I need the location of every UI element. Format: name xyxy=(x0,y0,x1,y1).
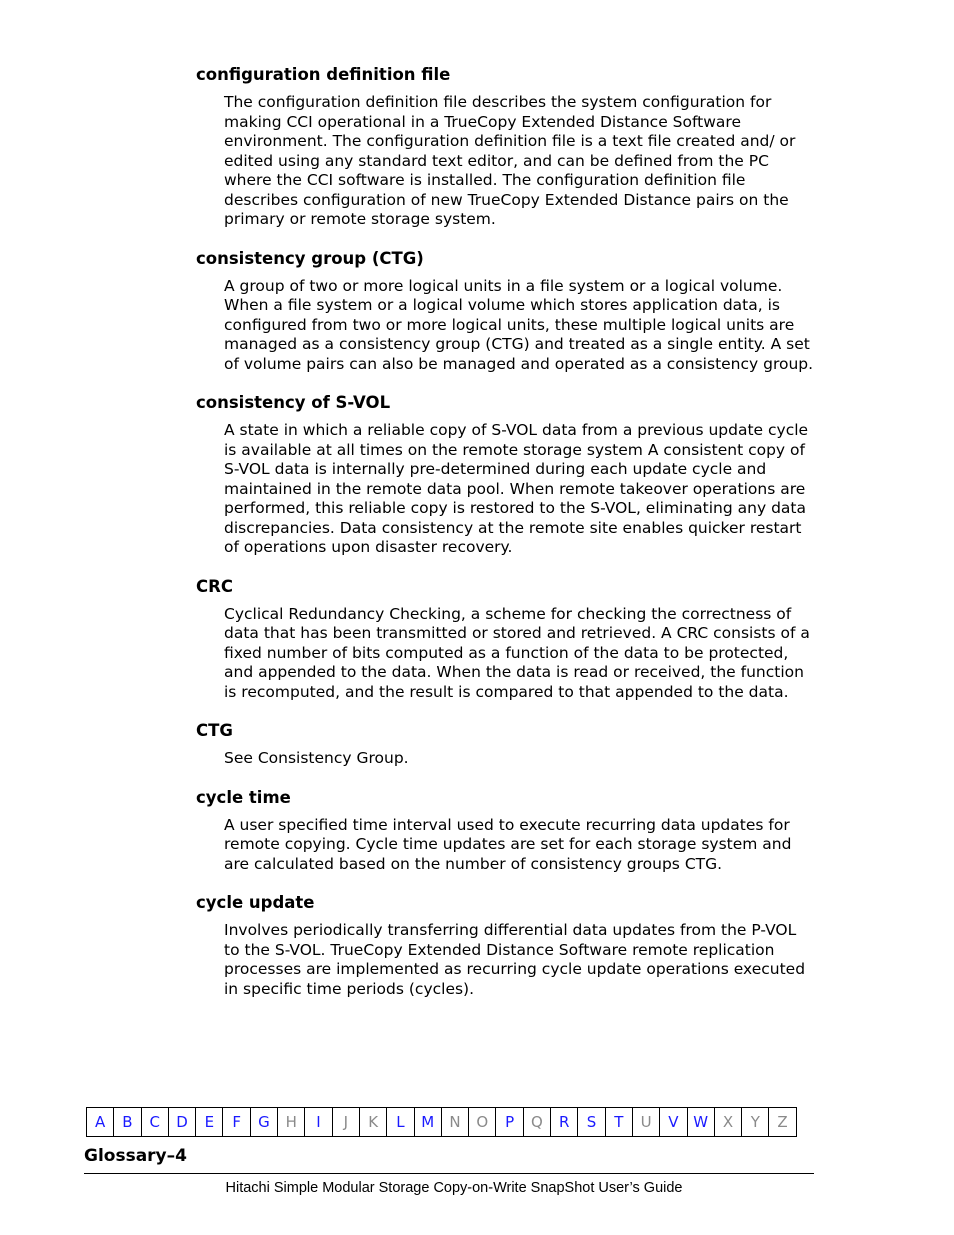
glossary-entry xyxy=(196,720,816,769)
glossary-term: cycle time xyxy=(196,787,291,807)
index-letter-o: O xyxy=(469,1108,496,1136)
footer-divider xyxy=(84,1173,814,1174)
index-letter-t[interactable]: T xyxy=(606,1108,633,1136)
index-letter-n: N xyxy=(442,1108,469,1136)
index-letter-x: X xyxy=(715,1108,742,1136)
index-letter-m[interactable]: M xyxy=(415,1108,442,1136)
glossary-entry xyxy=(196,892,816,999)
glossary-term: CRC xyxy=(196,576,233,596)
glossary-entry xyxy=(196,248,816,375)
footer-title: Hitachi Simple Modular Storage Copy-on-Write SnapShot User’s Guide xyxy=(225,1180,683,1196)
glossary-entry xyxy=(196,64,816,230)
glossary-content xyxy=(196,64,816,1017)
index-letter-g[interactable]: G xyxy=(251,1108,278,1136)
index-letter-u: U xyxy=(633,1108,660,1136)
glossary-entry xyxy=(196,787,816,875)
glossary-entry xyxy=(196,392,816,558)
index-letter-a[interactable]: A xyxy=(87,1108,114,1136)
index-letter-d[interactable]: D xyxy=(169,1108,196,1136)
glossary-term: consistency group (CTG) xyxy=(196,248,424,268)
index-letter-h: H xyxy=(278,1108,305,1136)
index-letter-l[interactable]: L xyxy=(387,1108,414,1136)
glossary-definition: Cyclical Redundancy Checking, a scheme for checking the correctness of data that has been transmitted or stored and retrieved. A CRC consists of a fixed number of bits computed as a function of the data to be protected, and appended to the data. When the data is read or received, the function is recomputed, and the result is compared to that appended to the data. xyxy=(224,604,810,701)
page-number: Glossary–4 xyxy=(84,1146,187,1166)
index-letter-q: Q xyxy=(524,1108,551,1136)
index-letter-y: Y xyxy=(742,1108,769,1136)
glossary-definition: A user specified time interval used to execute recurring data updates for remote copying. Cycle time updates are set for each storage system and are calculated based on the number of consistency groups CTG. xyxy=(224,815,792,873)
alphabet-index-bar xyxy=(86,1107,797,1137)
index-letter-c[interactable]: C xyxy=(142,1108,169,1136)
index-letter-w[interactable]: W xyxy=(688,1108,715,1136)
glossary-term: configuration definition file xyxy=(196,65,451,84)
index-letter-b[interactable]: B xyxy=(114,1108,141,1136)
index-letter-p[interactable]: P xyxy=(496,1108,523,1136)
glossary-term: CTG xyxy=(196,721,233,740)
index-letter-e[interactable]: E xyxy=(196,1108,223,1136)
glossary-definition: Involves periodically transferring differential data updates from the P-VOL to the S-VOL. TrueCopy Extended Distance Software remote replication processes are implemented as recurring cycle update operations executed in specific time periods (cycles). xyxy=(224,921,806,998)
index-letter-k: K xyxy=(360,1108,387,1136)
index-letter-f[interactable]: F xyxy=(223,1108,250,1136)
index-letter-v[interactable]: V xyxy=(660,1108,687,1136)
glossary-term: cycle update xyxy=(196,893,315,912)
glossary-term: consistency of S-VOL xyxy=(196,393,391,412)
index-letter-j: J xyxy=(333,1108,360,1136)
glossary-definition: See Consistency Group. xyxy=(224,749,409,767)
glossary-entry xyxy=(196,576,816,703)
glossary-definition: A group of two or more logical units in a file system or a logical volume. When a file system or a logical volume which stores application data, is configured from two or more logical units, these multiple logical units are managed as a consistency group (CTG) and treated as a single entity. A set of volume pairs can also be managed and operated as a consistency group. xyxy=(224,276,814,373)
index-letter-i[interactable]: I xyxy=(305,1108,332,1136)
glossary-definition: The configuration definition file describes the system configuration for making CCI operational in a TrueCopy Extended Distance Software environment. The configuration definition file is a text file created and/ or edited using any standard text editor, and can be defined from the PC where the CCI software is installed. The configuration definition file describes configuration of new TrueCopy Extended Distance pairs on the primary or remote storage system. xyxy=(224,93,796,228)
index-letter-r[interactable]: R xyxy=(551,1108,578,1136)
index-letter-s[interactable]: S xyxy=(578,1108,605,1136)
index-letter-z: Z xyxy=(769,1108,796,1136)
glossary-definition: A state in which a reliable copy of S-VOL data from a previous update cycle is available at all times on the remote storage system A consistent copy of S-VOL data is internally pre-determined during each update cycle and maintained in the remote data pool. When remote takeover operations are performed, this reliable copy is restored to the S-VOL, eliminating any data discrepancies. Data consistency at the remote site enables quicker restart of operations upon disaster recovery. xyxy=(224,421,809,556)
